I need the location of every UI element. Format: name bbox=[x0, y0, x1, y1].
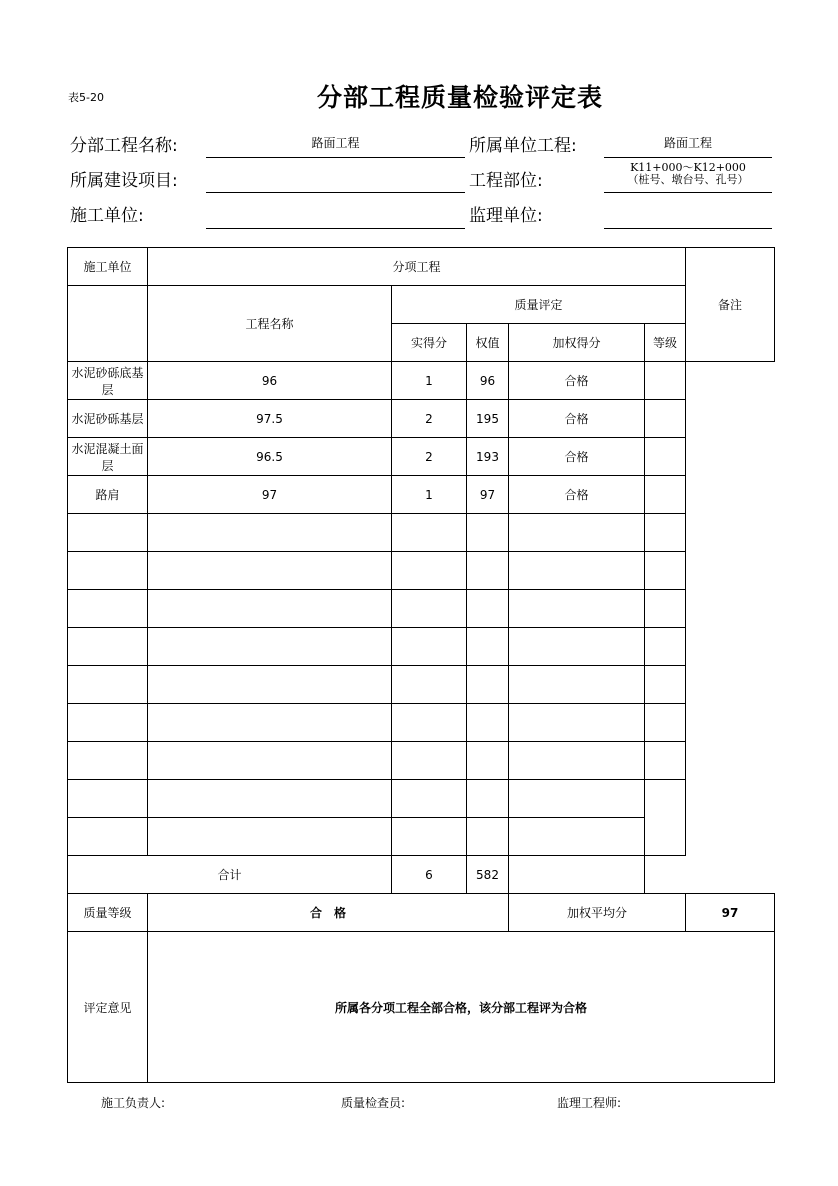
cell-grade[interactable] bbox=[509, 780, 645, 818]
location-line2: （桩号、墩台号、孔号） bbox=[627, 173, 749, 186]
opinion-text[interactable]: 所属各分项工程全部合格，该分部工程评为合格 bbox=[148, 932, 775, 1083]
cell-grade[interactable]: 合格 bbox=[509, 400, 645, 438]
cell-weight[interactable] bbox=[392, 704, 467, 742]
cell-weight[interactable] bbox=[392, 742, 467, 780]
engineer-label: 监理工程师: bbox=[557, 1096, 622, 1110]
cell-name[interactable] bbox=[68, 704, 148, 742]
cell-weight[interactable]: 2 bbox=[392, 400, 467, 438]
avg-score[interactable]: 97 bbox=[686, 894, 775, 932]
cell-weighted[interactable] bbox=[467, 666, 509, 704]
evaluation-table bbox=[67, 247, 775, 1083]
cell-score[interactable]: 96.5 bbox=[148, 438, 392, 476]
page-title: 分部工程质量检验评定表 bbox=[316, 83, 603, 112]
quality-grade[interactable]: 合 格 bbox=[148, 894, 509, 932]
cell-weighted[interactable]: 195 bbox=[467, 400, 509, 438]
supervisor-field[interactable] bbox=[604, 204, 772, 229]
cell-remarks[interactable] bbox=[645, 552, 686, 590]
cell-remarks[interactable] bbox=[645, 742, 686, 780]
form-code: 表5-20 bbox=[68, 91, 104, 104]
cell-score[interactable]: 97.5 bbox=[148, 400, 392, 438]
inspector-label: 质量检查员: bbox=[341, 1096, 406, 1110]
cell-grade[interactable] bbox=[509, 666, 645, 704]
cell-score[interactable] bbox=[148, 780, 392, 818]
quality-grade-label: 质量等级 bbox=[68, 894, 148, 932]
cell-weighted[interactable]: 96 bbox=[467, 362, 509, 400]
cell-remarks[interactable] bbox=[645, 704, 686, 742]
cell-grade[interactable] bbox=[509, 704, 645, 742]
table-row bbox=[68, 704, 775, 742]
cell-grade[interactable] bbox=[509, 628, 645, 666]
cell-name[interactable] bbox=[68, 514, 148, 552]
cell-remarks[interactable] bbox=[645, 628, 686, 666]
cell-name[interactable]: 水泥混凝土面层 bbox=[68, 438, 148, 476]
table-row bbox=[68, 362, 775, 400]
cell-name[interactable] bbox=[68, 742, 148, 780]
sub-items-header: 分项工程 bbox=[148, 248, 686, 286]
cell-name[interactable] bbox=[68, 666, 148, 704]
cell-grade[interactable] bbox=[509, 818, 645, 856]
cell-weighted[interactable] bbox=[467, 818, 509, 856]
cell-name[interactable] bbox=[68, 552, 148, 590]
cell-name[interactable] bbox=[68, 590, 148, 628]
cell-score[interactable] bbox=[148, 628, 392, 666]
cell-weight[interactable] bbox=[392, 552, 467, 590]
cell-remarks[interactable] bbox=[645, 590, 686, 628]
table-row bbox=[68, 590, 775, 628]
cell-weighted[interactable] bbox=[467, 590, 509, 628]
cell-weighted[interactable]: 97 bbox=[467, 476, 509, 514]
opinion-label: 评定意见 bbox=[68, 932, 148, 1083]
avg-label: 加权平均分 bbox=[509, 894, 686, 932]
cell-grade[interactable] bbox=[509, 514, 645, 552]
cell-grade[interactable]: 合格 bbox=[509, 362, 645, 400]
cell-weight[interactable] bbox=[392, 666, 467, 704]
cell-grade[interactable] bbox=[509, 742, 645, 780]
total-weighted: 582 bbox=[467, 856, 509, 894]
unit-project-field[interactable]: 路面工程 bbox=[604, 134, 772, 158]
score-header: 实得分 bbox=[392, 324, 467, 362]
table-row bbox=[68, 514, 775, 552]
cell-weight[interactable]: 2 bbox=[392, 438, 467, 476]
cell-weight[interactable] bbox=[392, 818, 467, 856]
table-row bbox=[68, 780, 775, 818]
cell-weighted[interactable]: 193 bbox=[467, 438, 509, 476]
cell-grade[interactable] bbox=[509, 590, 645, 628]
quality-eval-header: 质量评定 bbox=[392, 286, 686, 324]
cell-weighted[interactable] bbox=[467, 552, 509, 590]
contractor-col-header: 施工单位 bbox=[68, 248, 148, 286]
table-row bbox=[68, 438, 775, 476]
division-name-label: 分部工程名称: bbox=[70, 136, 178, 156]
cell-remarks[interactable] bbox=[645, 400, 686, 438]
cell-grade[interactable] bbox=[509, 552, 645, 590]
cell-weight[interactable]: 1 bbox=[392, 362, 467, 400]
total-grade[interactable] bbox=[509, 856, 645, 894]
person-in-charge-label: 施工负责人: bbox=[101, 1096, 166, 1110]
cell-name[interactable] bbox=[68, 780, 148, 818]
weight-header: 权值 bbox=[467, 324, 509, 362]
item-name-header: 工程名称 bbox=[148, 286, 392, 362]
table-row bbox=[68, 666, 775, 704]
cell-weight[interactable]: 1 bbox=[392, 476, 467, 514]
cell-weighted[interactable] bbox=[467, 742, 509, 780]
table-row bbox=[68, 628, 775, 666]
cell-weighted[interactable] bbox=[467, 514, 509, 552]
cell-remarks[interactable] bbox=[645, 438, 686, 476]
cell-name[interactable]: 路肩 bbox=[68, 476, 148, 514]
cell-name[interactable] bbox=[68, 818, 148, 856]
construction-project-field[interactable] bbox=[206, 168, 465, 193]
table-row bbox=[68, 552, 775, 590]
cell-score[interactable] bbox=[148, 666, 392, 704]
cell-weight[interactable] bbox=[392, 590, 467, 628]
cell-score[interactable]: 96 bbox=[148, 362, 392, 400]
table-row bbox=[68, 476, 775, 514]
supervisor-label: 监理单位: bbox=[469, 206, 543, 226]
location-label: 工程部位: bbox=[469, 171, 543, 191]
weighted-header: 加权得分 bbox=[509, 324, 645, 362]
location-field[interactable] bbox=[604, 162, 772, 193]
contractor-cell bbox=[68, 286, 148, 362]
division-name-field[interactable]: 路面工程 bbox=[206, 134, 465, 158]
cell-score[interactable] bbox=[148, 514, 392, 552]
cell-weighted[interactable] bbox=[467, 704, 509, 742]
cell-weighted[interactable] bbox=[467, 780, 509, 818]
cell-score[interactable] bbox=[148, 818, 392, 856]
location-line1: K11+000～K12+000 bbox=[630, 161, 746, 174]
contractor-label: 施工单位: bbox=[70, 206, 144, 226]
cell-score[interactable] bbox=[148, 704, 392, 742]
cell-name[interactable]: 水泥砂砾底基层 bbox=[68, 362, 148, 400]
cell-grade[interactable]: 合格 bbox=[509, 438, 645, 476]
total-weight: 6 bbox=[392, 856, 467, 894]
cell-weight[interactable] bbox=[392, 514, 467, 552]
cell-remarks[interactable] bbox=[645, 362, 686, 400]
grade-header: 等级 bbox=[645, 324, 686, 362]
cell-weight[interactable] bbox=[392, 628, 467, 666]
total-label: 合计 bbox=[68, 856, 392, 894]
cell-weight[interactable] bbox=[392, 780, 467, 818]
cell-name[interactable] bbox=[68, 628, 148, 666]
cell-score[interactable] bbox=[148, 742, 392, 780]
cell-score[interactable] bbox=[148, 590, 392, 628]
table-row bbox=[68, 400, 775, 438]
cell-remarks[interactable] bbox=[645, 476, 686, 514]
cell-weighted[interactable] bbox=[467, 628, 509, 666]
cell-remarks[interactable] bbox=[645, 666, 686, 704]
cell-grade[interactable]: 合格 bbox=[509, 476, 645, 514]
cell-name[interactable]: 水泥砂砾基层 bbox=[68, 400, 148, 438]
cell-remarks[interactable] bbox=[645, 514, 686, 552]
cell-score[interactable] bbox=[148, 552, 392, 590]
contractor-field[interactable] bbox=[206, 204, 465, 229]
remarks-header: 备注 bbox=[686, 248, 775, 362]
table-row bbox=[68, 742, 775, 780]
unit-project-label: 所属单位工程: bbox=[469, 136, 577, 156]
cell-score[interactable]: 97 bbox=[148, 476, 392, 514]
construction-project-label: 所属建设项目: bbox=[70, 171, 178, 191]
cell-remarks[interactable] bbox=[645, 780, 686, 856]
